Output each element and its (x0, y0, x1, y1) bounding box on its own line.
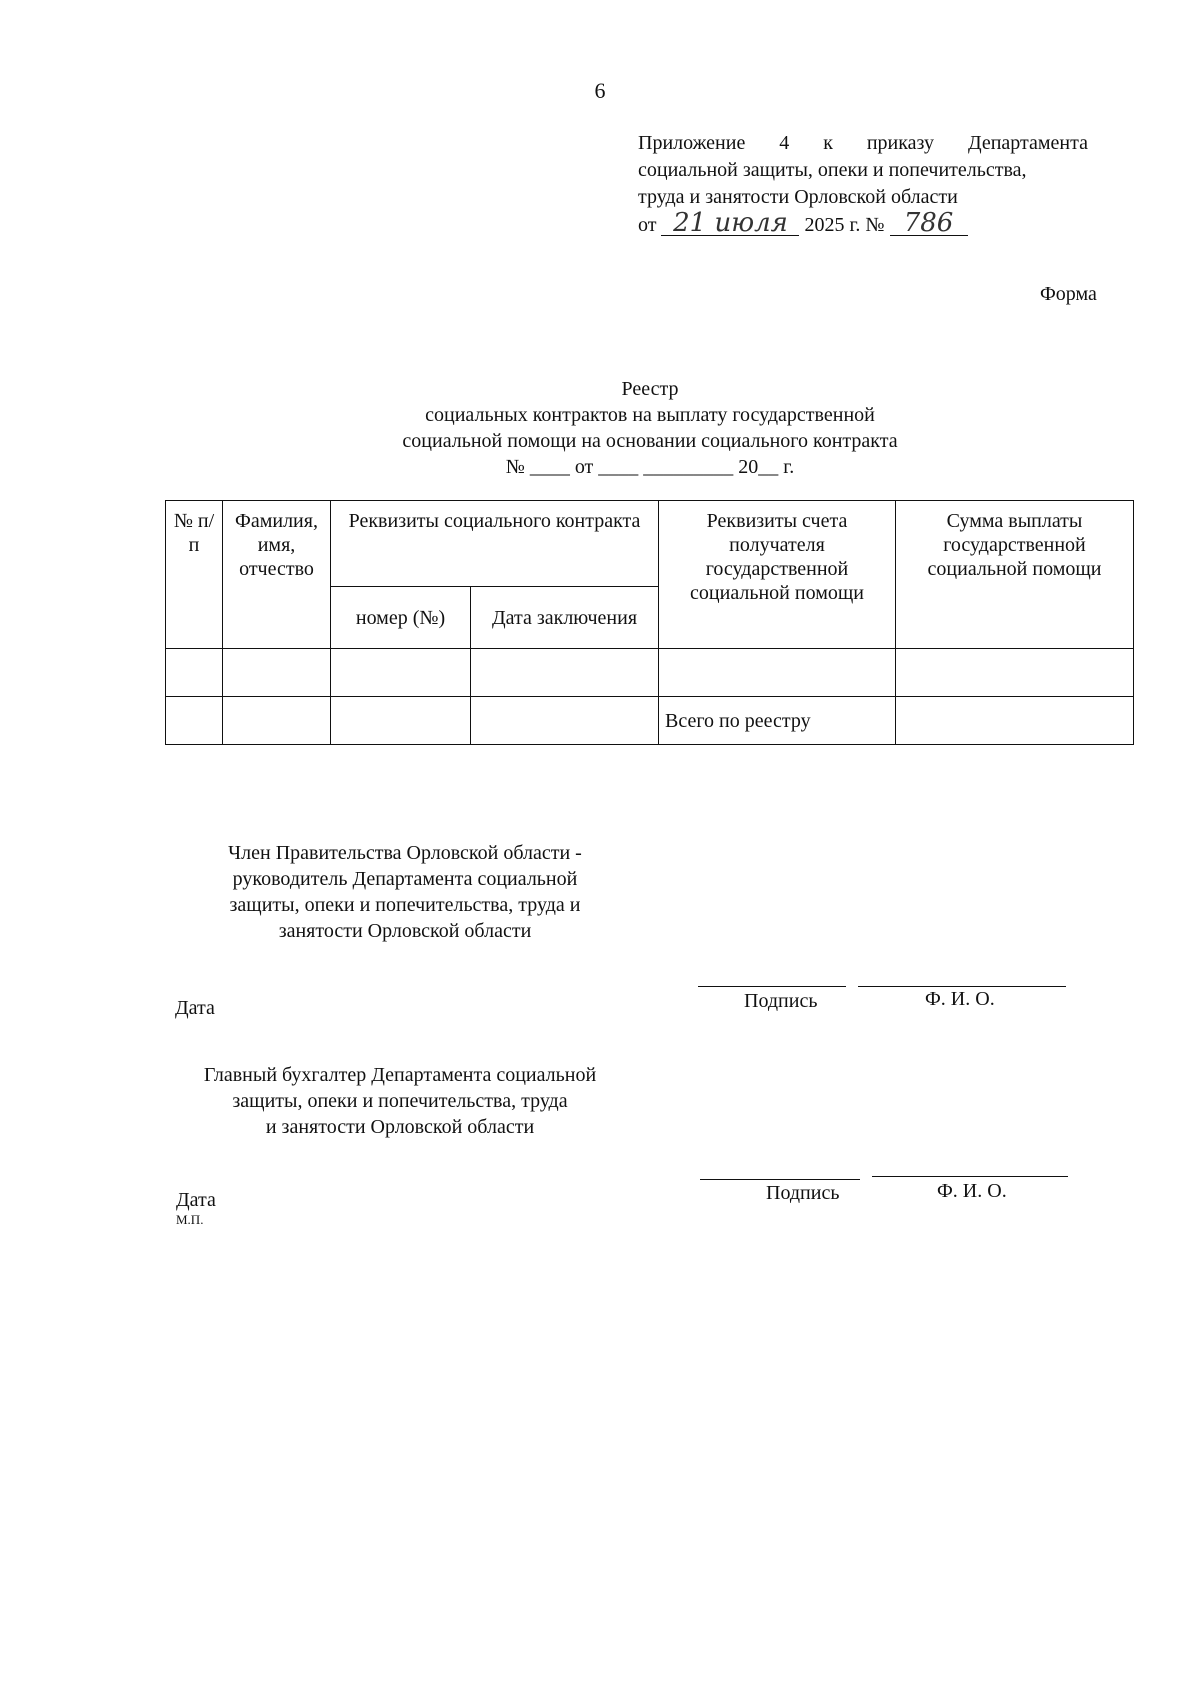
signature-line-2 (700, 1179, 860, 1180)
header-account: Реквизиты счета получателя государственной социальной помощи (659, 501, 896, 649)
header-number: № п/п (166, 501, 223, 649)
table-cell (223, 649, 331, 697)
table-cell (331, 697, 471, 745)
signatory-2-line-2: защиты, опеки и попечительства, труда (232, 1090, 568, 1112)
appendix-line-2: социальной защиты, опеки и попечительства, (638, 159, 1027, 181)
signature-label-1: Подпись (744, 990, 818, 1012)
page-number: 6 (594, 78, 606, 103)
appendix-date-line (638, 208, 1088, 239)
signatory-2-position (170, 1062, 630, 1140)
table-total-row (166, 697, 1134, 745)
date-year: 2025 г. № (804, 214, 885, 236)
signatory-2-line-1: Главный бухгалтер Департамента социальной (203, 1064, 597, 1086)
signature-label-2: Подпись (766, 1182, 840, 1204)
date-prefix: от (638, 214, 657, 236)
handwritten-number: 786 (890, 211, 968, 236)
table-cell (166, 649, 223, 697)
fio-line-2 (872, 1176, 1068, 1177)
header-sum: Сумма выплаты государственной социальной помощи (896, 501, 1134, 649)
table-cell (471, 649, 659, 697)
title-line-2: социальных контрактов на выплату государственной (425, 404, 875, 426)
header-contract-date: Дата заключения (471, 587, 659, 649)
signatory-1-position (180, 840, 630, 944)
signatory-1-line-1: Член Правительства Орловской области - (228, 842, 582, 864)
appendix-line-3: труда и занятости Орловской области (638, 186, 958, 208)
title-line-4: № ____ от ____ _________ 20__ г. (505, 456, 795, 478)
fio-label-1: Ф. И. О. (925, 988, 995, 1010)
total-label: Всего по реестру (659, 697, 896, 745)
table-cell (471, 697, 659, 745)
registry-table (165, 500, 1134, 745)
signature-line-1 (698, 986, 846, 987)
table-cell (896, 649, 1134, 697)
table-cell (223, 697, 331, 745)
header-name: Фамилия, имя, отчество (223, 501, 331, 649)
fio-label-2: Ф. И. О. (937, 1180, 1007, 1202)
table-cell (166, 697, 223, 745)
registry-title (300, 376, 1000, 480)
title-line-3: социальной помощи на основании социального контракта (402, 430, 898, 452)
signatory-1-line-2: руководитель Департамента социальной (232, 868, 578, 890)
header-contract: Реквизиты социального контракта (331, 501, 659, 587)
total-sum-cell (896, 697, 1134, 745)
signatory-1-line-4: занятости Орловской области (278, 920, 532, 942)
signatory-1-line-3: защиты, опеки и попечительства, труда и (229, 894, 581, 916)
fio-line-1 (858, 986, 1066, 987)
stamp-label: М.П. (176, 1212, 204, 1227)
signatory-2-line-3: и занятости Орловской области (265, 1116, 535, 1138)
header-contract-number: номер (№) (331, 587, 471, 649)
date-label-2: Дата (176, 1189, 216, 1211)
date-label-1: Дата (175, 997, 215, 1019)
appendix-header (638, 130, 1088, 239)
table-row (166, 649, 1134, 697)
form-label: Форма (1040, 283, 1097, 305)
table-cell (659, 649, 896, 697)
table-cell (331, 649, 471, 697)
title-line-1: Реестр (621, 378, 679, 400)
handwritten-date: 21 июля (661, 211, 799, 236)
appendix-line-1: Приложение 4 к приказу Департамента (638, 132, 1088, 154)
